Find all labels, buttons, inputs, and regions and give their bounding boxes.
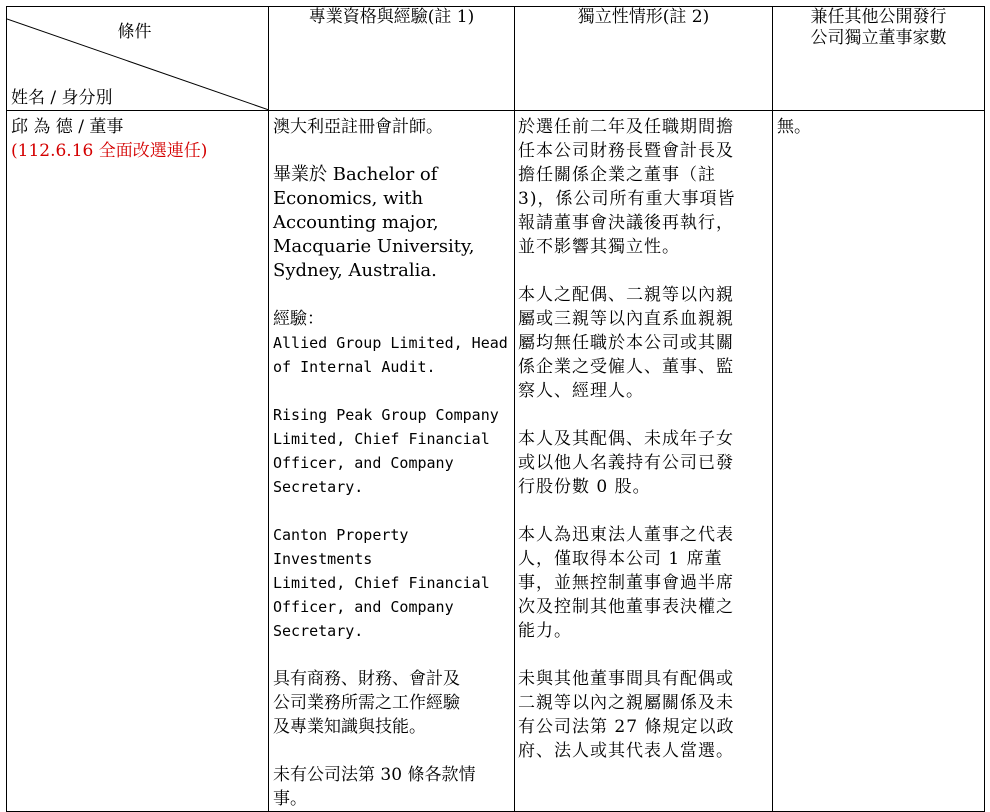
ind-line: 擔任關係企業之董事（註 <box>518 165 716 185</box>
independence-para-5 <box>518 667 770 763</box>
director-name: 邱 為 德 / 董事 <box>11 117 124 137</box>
ind-line: 或以他人名義持有公司已發 <box>518 453 734 473</box>
exp-line: Officer, and Company <box>273 598 454 616</box>
independence-para-4 <box>518 523 770 643</box>
qualification-cert: 澳大利亞註冊會計師。 <box>273 117 443 137</box>
header-qualification: 專業資格與經驗(註 1) <box>269 7 515 111</box>
skills-line: 及專業知識與技能。 <box>273 717 426 737</box>
exp-line: Secretary. <box>273 478 364 496</box>
header-other-boards <box>773 7 985 111</box>
ind-line: 報請董事會決議後再執行， <box>518 213 734 233</box>
law-line: 未有公司法第 30 條各款情 <box>273 765 476 785</box>
ind-line: 次及控制其他董事表決權之 <box>518 597 734 617</box>
ind-line: 未與其他董事間具有配偶或 <box>518 669 734 689</box>
ind-line: 事，並無控制董事會過半席 <box>518 573 734 593</box>
ind-line: 3)，係公司所有重大事項皆 <box>518 189 736 209</box>
edu-line: Accounting major, <box>273 212 439 233</box>
exp-line: Limited, Chief Financial <box>273 430 490 448</box>
header-row <box>7 7 985 111</box>
law-line: 事。 <box>273 789 307 809</box>
skills-line: 具有商務、財務、會計及 <box>273 669 460 689</box>
experience-item-1 <box>273 331 512 379</box>
exp-line: Limited, Chief Financial <box>273 574 490 592</box>
name-cell <box>7 111 269 812</box>
exp-line: Canton Property Investments <box>273 526 409 568</box>
ind-line: 係企業之受僱人、董事、監 <box>518 357 734 377</box>
experience-item-2 <box>273 403 512 499</box>
qualification-skills <box>273 667 512 739</box>
ind-line: 本人之配偶、二親等以內親 <box>518 285 734 305</box>
ind-line: 察人、經理人。 <box>518 381 644 401</box>
ind-line: 能力。 <box>518 621 572 641</box>
header-name-identity-label: 姓名 / 身分別 <box>11 88 113 108</box>
director-info-table <box>6 6 985 812</box>
election-note: (112.6.16 全面改選連任) <box>11 141 208 161</box>
other-boards-value: 無。 <box>777 117 811 137</box>
ind-line: 於選任前二年及任職期間擔 <box>518 117 734 137</box>
exp-line: of Internal Audit. <box>273 358 436 376</box>
independence-para-2 <box>518 283 770 403</box>
ind-line: 本人及其配偶、未成年子女 <box>518 429 734 449</box>
experience-label: 經驗： <box>273 309 324 329</box>
exp-line: Officer, and Company <box>273 454 454 472</box>
independence-para-1 <box>518 115 770 259</box>
ind-line: 府、法人或其代表人當選。 <box>518 741 734 761</box>
ind-line: 屬或三親等以內直系血親親 <box>518 309 734 329</box>
independence-para-3 <box>518 427 770 499</box>
qualification-cell <box>269 111 515 812</box>
ind-line: 屬均無任職於本公司或其關 <box>518 333 734 353</box>
skills-line: 公司業務所需之工作經驗 <box>273 693 460 713</box>
edu-line: Sydney, Australia. <box>273 260 437 281</box>
edu-line: Economics, with <box>273 188 424 209</box>
header-corner-cell <box>7 7 269 111</box>
header-independence: 獨立性情形(註 2) <box>515 7 773 111</box>
header-other-boards-line1: 兼任其他公開發行 <box>810 7 947 27</box>
header-other-boards-line2: 公司獨立董事家數 <box>810 28 947 48</box>
ind-line: 本人為迅東法人董事之代表 <box>518 525 734 545</box>
exp-line: Allied Group Limited, Head <box>273 334 508 352</box>
exp-line: Secretary. <box>273 622 364 640</box>
edu-line: Macquarie University, <box>273 236 475 257</box>
header-condition-label: 條件 <box>117 22 152 42</box>
other-boards-cell <box>773 111 985 812</box>
qualification-education <box>273 163 512 283</box>
ind-line: 人，僅取得本公司 1 席董 <box>518 549 723 569</box>
director-row <box>7 111 985 812</box>
edu-line: 畢業於 Bachelor of <box>273 164 438 185</box>
ind-line: 並不影響其獨立性。 <box>518 237 680 257</box>
exp-line: Rising Peak Group Company <box>273 406 499 424</box>
independence-cell <box>515 111 773 812</box>
ind-line: 任本公司財務長暨會計長及 <box>518 141 734 161</box>
experience-item-3 <box>273 523 512 643</box>
qualification-company-law <box>273 763 512 811</box>
ind-line: 二親等以內之親屬關係及未 <box>518 693 734 713</box>
ind-line: 有公司法第 27 條規定以政 <box>518 717 735 737</box>
ind-line: 行股份數 0 股。 <box>518 477 651 497</box>
